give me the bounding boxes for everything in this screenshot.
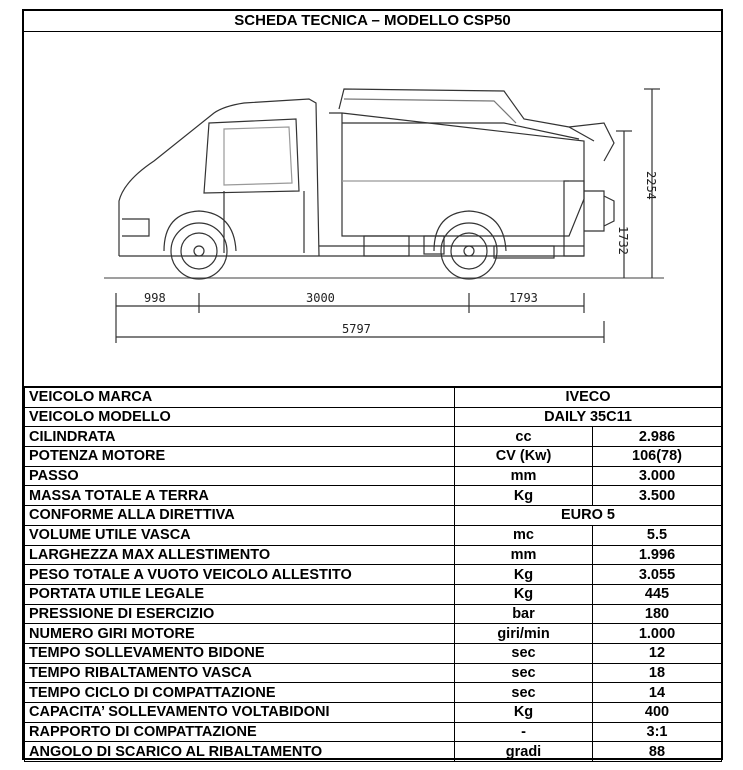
spec-value: DAILY 35C11 bbox=[455, 407, 722, 427]
spec-label: TEMPO CICLO DI COMPATTAZIONE bbox=[25, 683, 455, 703]
spec-row bbox=[25, 407, 722, 427]
spec-value: 3:1 bbox=[593, 722, 722, 742]
spec-label: MASSA TOTALE A TERRA bbox=[25, 486, 455, 506]
spec-row bbox=[25, 565, 722, 585]
spec-value: 1.996 bbox=[593, 545, 722, 565]
spec-label: PASSO bbox=[25, 466, 455, 486]
spec-value: 14 bbox=[593, 683, 722, 703]
spec-value: 3.500 bbox=[593, 486, 722, 506]
spec-label: POTENZA MOTORE bbox=[25, 447, 455, 467]
spec-row bbox=[25, 525, 722, 545]
spec-label: TEMPO SOLLEVAMENTO BIDONE bbox=[25, 643, 455, 663]
spec-label: CONFORME ALLA DIRETTIVA bbox=[25, 506, 455, 526]
spec-row bbox=[25, 447, 722, 467]
spec-value: 88 bbox=[593, 742, 722, 762]
spec-row bbox=[25, 466, 722, 486]
spec-unit: Kg bbox=[455, 703, 593, 723]
spec-row bbox=[25, 545, 722, 565]
spec-unit: Kg bbox=[455, 584, 593, 604]
spec-row bbox=[25, 663, 722, 683]
spec-label: TEMPO RIBALTAMENTO VASCA bbox=[25, 663, 455, 683]
spec-value: 106(78) bbox=[593, 447, 722, 467]
spec-label: VEICOLO MODELLO bbox=[25, 407, 455, 427]
spec-label: ANGOLO DI SCARICO AL RIBALTAMENTO bbox=[25, 742, 455, 762]
dim-wheelbase: 3000 bbox=[306, 291, 335, 305]
spec-row bbox=[25, 387, 722, 407]
spec-value: IVECO bbox=[455, 387, 722, 407]
dim-height-body: 1732 bbox=[616, 226, 630, 255]
spec-value: 3.000 bbox=[593, 466, 722, 486]
spec-unit: sec bbox=[455, 663, 593, 683]
spec-label: RAPPORTO DI COMPATTAZIONE bbox=[25, 722, 455, 742]
spec-unit: mm bbox=[455, 545, 593, 565]
spec-unit: sec bbox=[455, 683, 593, 703]
spec-row bbox=[25, 584, 722, 604]
spec-row bbox=[25, 624, 722, 644]
spec-unit: mc bbox=[455, 525, 593, 545]
spec-row bbox=[25, 643, 722, 663]
spec-unit: mm bbox=[455, 466, 593, 486]
spec-unit: cc bbox=[455, 427, 593, 447]
spec-unit: Kg bbox=[455, 486, 593, 506]
spec-label: PRESSIONE DI ESERCIZIO bbox=[25, 604, 455, 624]
spec-value: 400 bbox=[593, 703, 722, 723]
spec-row bbox=[25, 683, 722, 703]
spec-value: 1.000 bbox=[593, 624, 722, 644]
spec-value: EURO 5 bbox=[455, 506, 722, 526]
spec-value: 3.055 bbox=[593, 565, 722, 585]
dim-rear-overhang: 1793 bbox=[509, 291, 538, 305]
spec-value: 12 bbox=[593, 643, 722, 663]
spec-unit: - bbox=[455, 722, 593, 742]
spec-value: 18 bbox=[593, 663, 722, 683]
vehicle-drawing bbox=[24, 31, 721, 386]
spec-row bbox=[25, 427, 722, 447]
spec-row bbox=[25, 486, 722, 506]
spec-row bbox=[25, 604, 722, 624]
spec-unit: gradi bbox=[455, 742, 593, 762]
spec-unit: giri/min bbox=[455, 624, 593, 644]
spec-table bbox=[24, 386, 722, 762]
spec-unit: bar bbox=[455, 604, 593, 624]
spec-value: 2.986 bbox=[593, 427, 722, 447]
spec-label: NUMERO GIRI MOTORE bbox=[25, 624, 455, 644]
spec-unit: sec bbox=[455, 643, 593, 663]
spec-label: LARGHEZZA MAX ALLESTIMENTO bbox=[25, 545, 455, 565]
spec-unit: CV (Kw) bbox=[455, 447, 593, 467]
spec-value: 5.5 bbox=[593, 525, 722, 545]
spec-label: CILINDRATA bbox=[25, 427, 455, 447]
spec-label: VOLUME UTILE VASCA bbox=[25, 525, 455, 545]
spec-label: PESO TOTALE A VUOTO VEICOLO ALLESTITO bbox=[25, 565, 455, 585]
spec-value: 180 bbox=[593, 604, 722, 624]
spec-row bbox=[25, 722, 722, 742]
spec-row bbox=[25, 506, 722, 526]
spec-label: PORTATA UTILE LEGALE bbox=[25, 584, 455, 604]
dim-front-overhang: 998 bbox=[144, 291, 166, 305]
spec-row bbox=[25, 742, 722, 762]
dim-height-total: 2254 bbox=[644, 171, 658, 200]
spec-row bbox=[25, 703, 722, 723]
spec-label: VEICOLO MARCA bbox=[25, 387, 455, 407]
spec-value: 445 bbox=[593, 584, 722, 604]
spec-sheet bbox=[22, 9, 723, 760]
sheet-title: SCHEDA TECNICA – MODELLO CSP50 bbox=[24, 11, 721, 32]
spec-unit: Kg bbox=[455, 565, 593, 585]
spec-label: CAPACITA’ SOLLEVAMENTO VOLTABIDONI bbox=[25, 703, 455, 723]
dim-total-length: 5797 bbox=[342, 322, 371, 336]
